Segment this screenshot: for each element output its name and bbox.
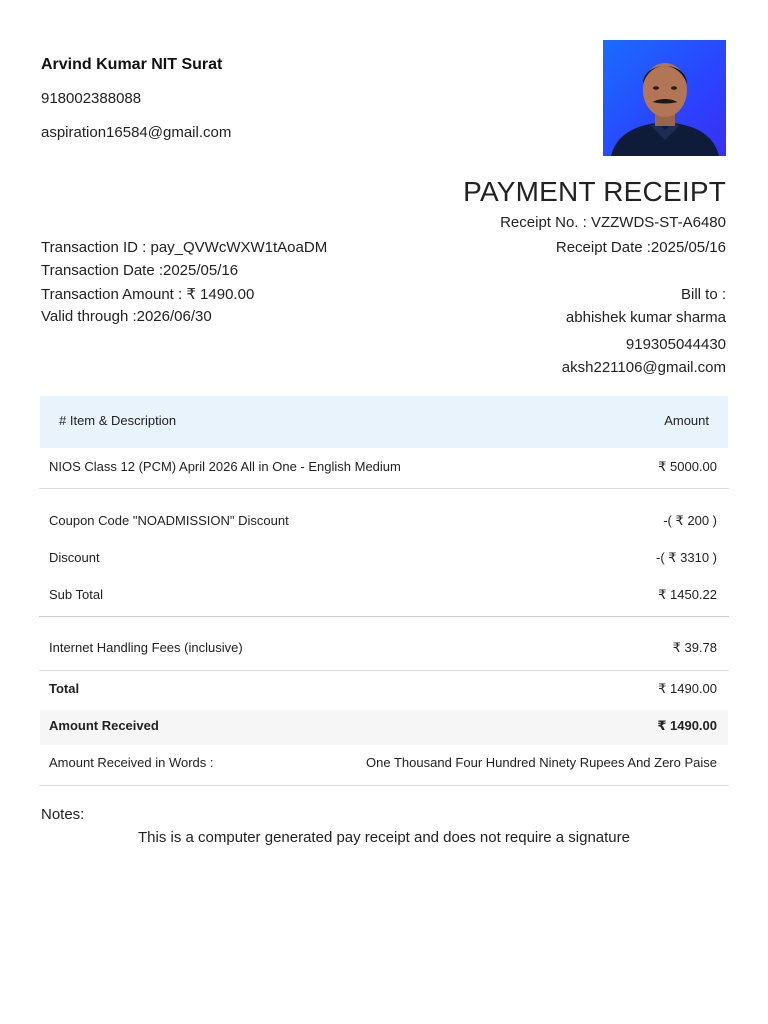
total-amount: ₹ 1490.00 <box>658 681 717 696</box>
sender-name: Arvind Kumar NIT Surat <box>41 56 223 73</box>
discount-label: Discount <box>49 550 100 565</box>
coupon-amount: -( ₹ 200 ) <box>663 513 717 528</box>
divider <box>39 785 729 786</box>
divider <box>39 670 729 671</box>
amount-words-value: One Thousand Four Hundred Ninety Rupees And Zero Paise <box>366 755 717 770</box>
item-description: NIOS Class 12 (PCM) April 2026 All in One - English Medium <box>49 459 401 474</box>
discount-amount: -( ₹ 3310 ) <box>655 550 717 565</box>
fees-label: Internet Handling Fees (inclusive) <box>49 640 243 655</box>
fees-amount: ₹ 39.78 <box>672 640 717 655</box>
total-label: Total <box>49 681 80 696</box>
amount-received-value: ₹ 1490.00 <box>657 718 717 733</box>
amount-words-label: Amount Received in Words : <box>49 755 214 770</box>
subtotal-label: Sub Total <box>49 587 103 602</box>
amount-received-label: Amount Received <box>49 718 159 733</box>
transaction-amount: Transaction Amount : ₹ 1490.00 <box>41 286 255 303</box>
subtotal-amount: ₹ 1450.22 <box>658 587 717 602</box>
bill-to-name: abhishek kumar sharma <box>565 309 726 326</box>
transaction-id: Transaction ID : pay_QVWcWXW1tAoaDM <box>41 239 328 256</box>
sender-email: aspiration16584@gmail.com <box>41 124 232 141</box>
notes-label: Notes: <box>41 806 85 823</box>
profile-photo <box>603 40 726 156</box>
bill-to-email: aksh221106@gmail.com <box>561 359 726 376</box>
receipt-number: Receipt No. : VZZWDS-ST-A6480 <box>500 214 726 231</box>
valid-through: Valid through :2026/06/30 <box>41 308 212 325</box>
receipt-title: PAYMENT RECEIPT <box>463 176 726 207</box>
notes-text: This is a computer generated pay receipt and does not require a signature <box>138 829 630 846</box>
receipt-date: Receipt Date :2025/05/16 <box>555 239 726 256</box>
item-amount: ₹ 5000.00 <box>658 459 717 474</box>
header-amount: Amount <box>664 413 709 428</box>
transaction-date: Transaction Date :2025/05/16 <box>41 262 239 279</box>
bill-to-phone: 919305044430 <box>625 336 726 353</box>
portrait-image <box>603 40 726 156</box>
header-item-description: # Item & Description <box>59 413 177 428</box>
coupon-label: Coupon Code "NOADMISSION" Discount <box>49 513 289 528</box>
divider <box>39 616 729 617</box>
bill-to-label: Bill to : <box>680 286 726 303</box>
sender-phone: 918002388088 <box>41 90 142 107</box>
divider <box>39 488 729 489</box>
